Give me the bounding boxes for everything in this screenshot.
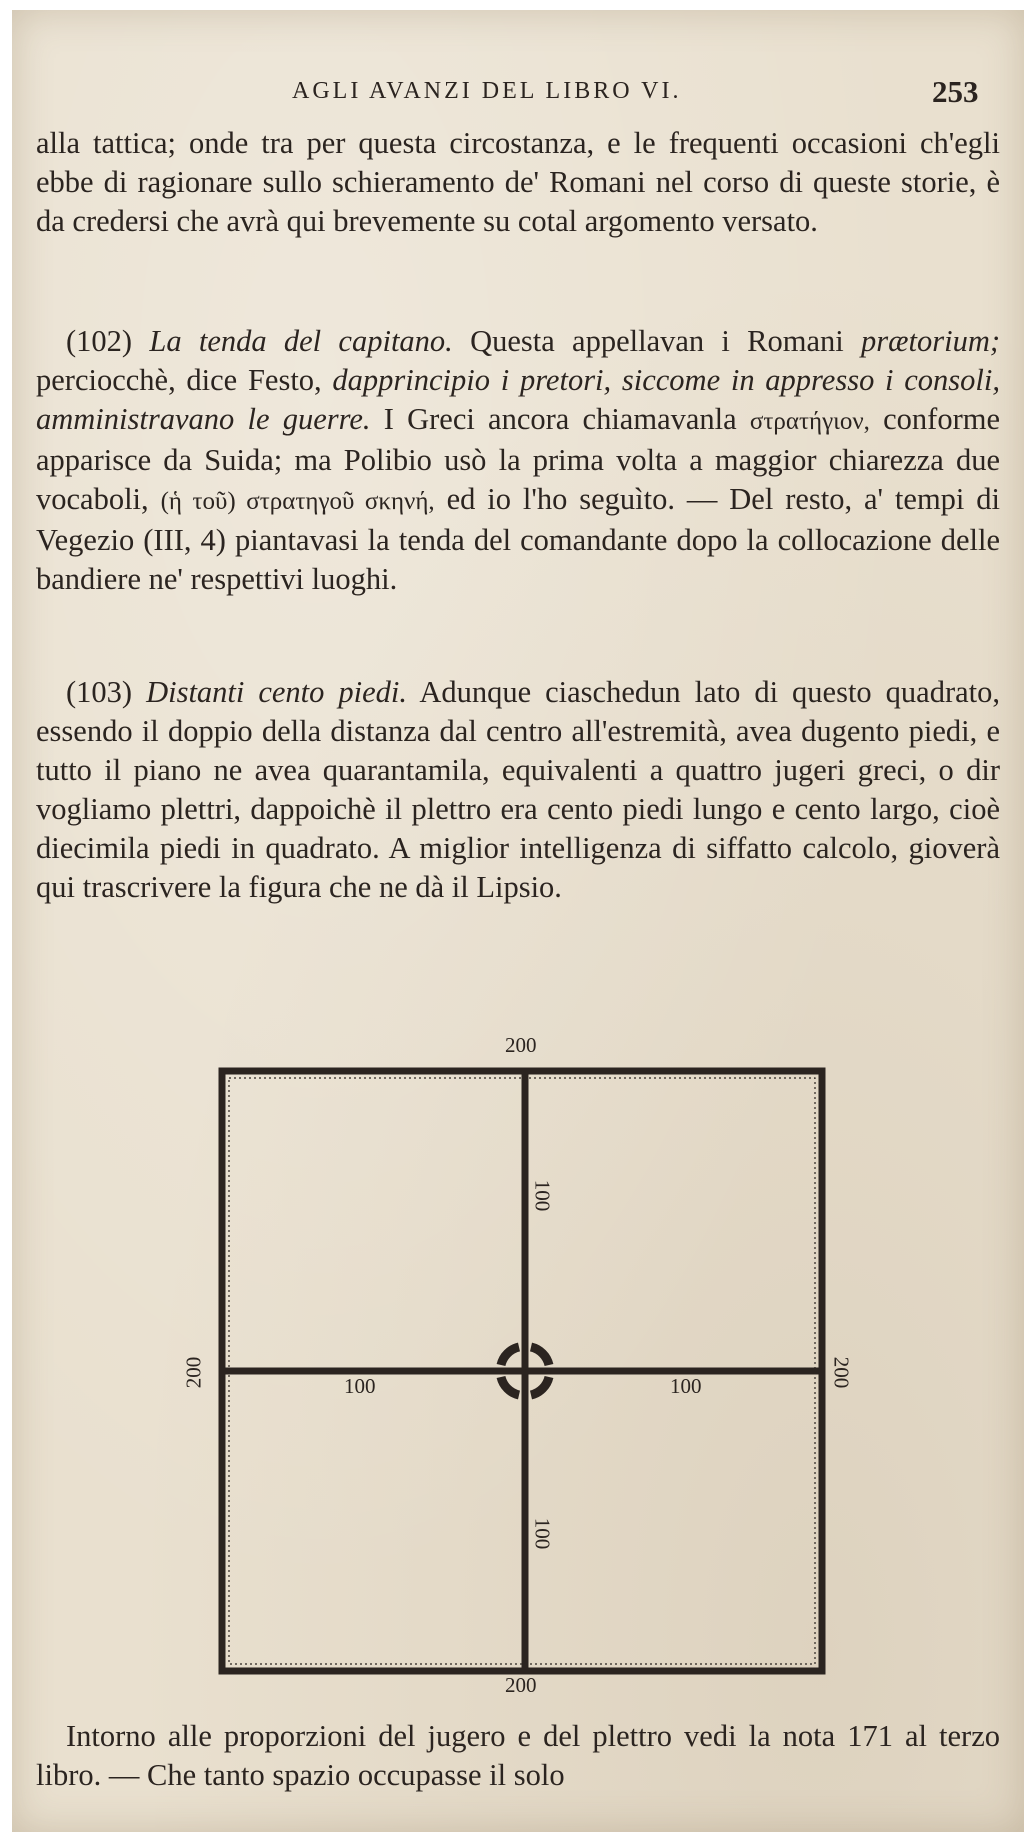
center-arc-top-left — [501, 1347, 519, 1365]
note-text: I Greci ancora chiamavanla — [383, 402, 737, 436]
festus-quote: dapprincipio i pretori, siccome in appresso i consoli, amministravano le guerre. — [36, 363, 1000, 436]
left-arm-label: 100 — [344, 1374, 376, 1398]
greek-term: στρατήγιον, — [749, 408, 870, 435]
note-text: Adunque ciaschedun lato di questo quadrato, essendo il doppio della distanza dal centro all'estremità, avea dugento piedi, e tutto il piano ne avea quarantamila, equivalenti a quattro jugeri greci, o dir vogliamo plettri, dappoichè il plettro era cento piedi lungo e cento largo, cioè diecimila piedi in quadrato. A miglior intelligenza di siffatto calcolo, gioverà qui trascrivere la figura che ne dà il Lipsio. — [36, 675, 1001, 904]
lipsius-camp-figure — [181, 1025, 854, 1725]
running-head: AGLI AVANZI DEL LIBRO VI. — [292, 78, 682, 104]
right-arm-label: 100 — [670, 1374, 702, 1398]
note-text: ed io l'ho seguìto. — Del resto, a' tempi di Vegezio (III, 4) piantavasi la tenda del comandante dopo la collocazione delle bandiere ne' respettivi luoghi. — [36, 482, 1001, 596]
note-text: conforme apparisce da Suida; ma Polibio usò la prima volta a maggior chiarezza due vocaboli, — [36, 402, 1001, 516]
right-side-label: 200 — [829, 1356, 854, 1389]
lower-arm-label: 100 — [530, 1517, 555, 1550]
center-arc-bottom-left — [501, 1377, 519, 1395]
note-text: Questa appellavan i Romani — [470, 324, 844, 358]
upper-arm-label: 100 — [530, 1179, 555, 1212]
latin-term: prætorium; — [861, 324, 1001, 358]
note-number: (102) — [66, 324, 133, 358]
paragraph-text: alla tattica; onde tra per questa circostanza, e le frequenti occasioni ch'egli ebbe di ragionare sullo schieramento de' Romani nel corso di queste storie, è da credersi che avrà qui brevemente su cotal argomento versato. — [36, 126, 1000, 238]
square-diagram — [192, 1025, 852, 1725]
paragraph-continuation — [36, 124, 1000, 241]
note-text: perciocchè, dice Festo, — [36, 363, 322, 397]
note-102-text — [36, 322, 1000, 599]
center-arc-bottom-right — [531, 1377, 549, 1395]
center-arc-top-right — [531, 1347, 549, 1365]
note-lemma: Distanti cento piedi. — [146, 675, 408, 709]
note-103-text — [36, 673, 1000, 907]
top-side-label: 200 — [505, 1033, 537, 1057]
left-side-label: 200 — [181, 1356, 206, 1389]
book-page — [12, 10, 1024, 1832]
bottom-side-label: 200 — [505, 1673, 537, 1697]
paragraph-text: Intorno alle proporzioni del jugero e del plettro vedi la nota 171 al terzo libro. — Che tanto spazio occupasse il solo — [36, 1719, 1000, 1792]
paragraph-after-figure — [36, 1717, 1000, 1795]
page-number: 253 — [932, 74, 979, 109]
note-lemma: La tenda del capitano. — [149, 324, 453, 358]
note-number: (103) — [66, 675, 133, 709]
note-103 — [36, 673, 1000, 907]
page-header — [12, 74, 1024, 118]
note-102 — [36, 322, 1000, 599]
greek-term: (ἡ τοῦ) στρατηγοῦ σκηνή, — [160, 488, 435, 515]
